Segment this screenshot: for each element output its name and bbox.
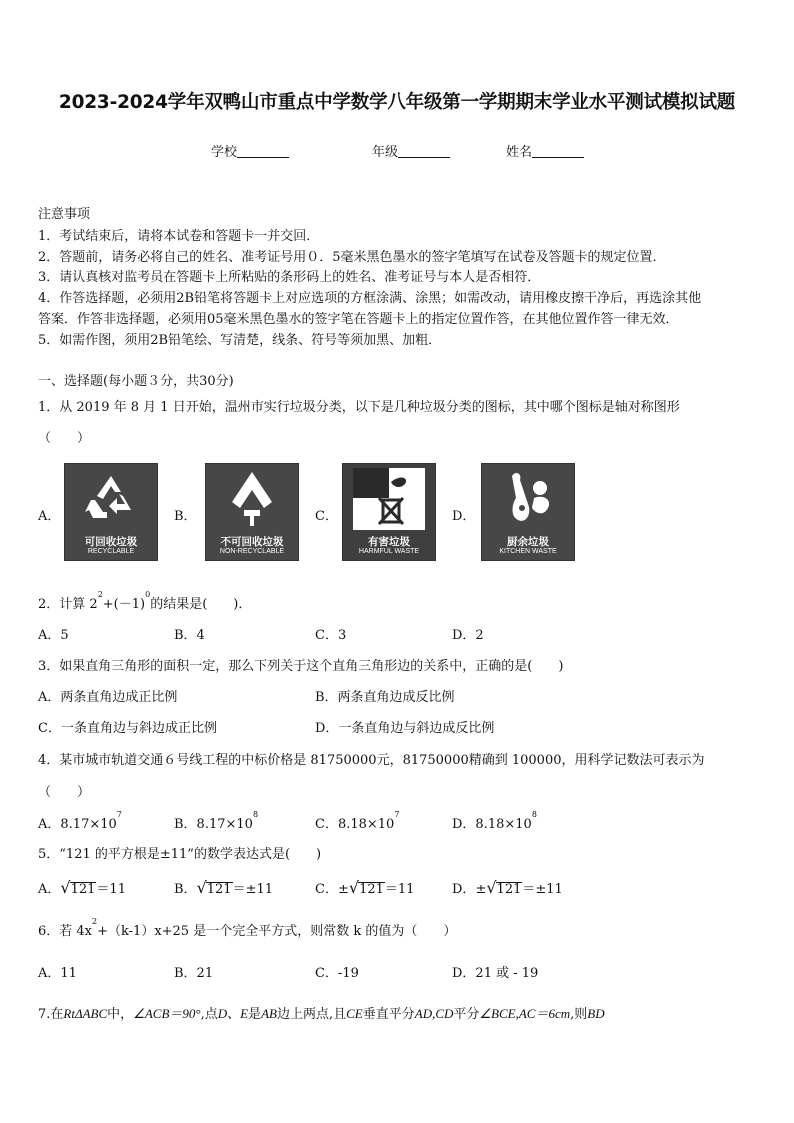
- q2-option-d[interactable]: D．2: [452, 628, 484, 643]
- q7-text: 边上两点,且: [276, 1007, 347, 1022]
- q2-option-a[interactable]: A．5: [38, 628, 69, 643]
- q1-option-b-en: NON-RECYCLABLE: [219, 548, 285, 555]
- q7-segment-ab: AB: [261, 1006, 277, 1021]
- question-4-paren: （ ）: [38, 785, 91, 800]
- non-recyclable-icon: [206, 464, 298, 534]
- q4-option-c-base: C．8.18×10: [315, 817, 395, 832]
- notes-heading: 注意事项: [38, 207, 91, 222]
- recycle-icon: [65, 464, 157, 534]
- q4-option-a-exponent: 7: [116, 810, 122, 819]
- q7-segment-ce: CE: [346, 1006, 363, 1021]
- q1-option-c-letter[interactable]: C．: [315, 509, 338, 524]
- sqrt-icon: √: [60, 878, 71, 897]
- q1-option-d-image[interactable]: [481, 463, 575, 561]
- name-blank[interactable]: [532, 145, 584, 158]
- section-heading: 一、选择题(每小题３分，共30分): [38, 374, 234, 389]
- q7-number: 7.在: [38, 1007, 64, 1022]
- q7-text: ,点: [200, 1007, 218, 1022]
- q5-option-c-rhs: ＝11: [384, 882, 415, 897]
- q5-option-c-letter: C．: [315, 882, 338, 897]
- grade-field[interactable]: [372, 141, 450, 160]
- q4-option-c[interactable]: [315, 810, 400, 832]
- q3-option-a[interactable]: A．两条直角边成正比例: [38, 690, 178, 705]
- q4-option-c-exponent: 7: [394, 810, 400, 819]
- q3-option-b[interactable]: B．两条直角边成反比例: [315, 690, 455, 705]
- school-field[interactable]: [211, 141, 289, 160]
- q2-mid: +(－1): [102, 597, 146, 612]
- q1-option-d-cn: 厨余垃圾: [507, 536, 549, 548]
- q5-option-a[interactable]: [38, 878, 126, 897]
- q1-option-b-image[interactable]: [205, 463, 299, 561]
- kitchen-waste-icon: [482, 464, 574, 534]
- q5-option-c-sign: ±: [337, 882, 349, 897]
- q2-exponent-2: 0: [145, 590, 151, 599]
- q4-option-d-exponent: 8: [531, 810, 537, 819]
- q2-post: 的结果是( )．: [150, 597, 252, 612]
- note-item: 1．考试结束后，请将本试卷和答题卡一并交回．: [38, 229, 320, 244]
- question-5-text: 5．“121 的平方根是±11”的数学表达式是( ): [38, 847, 322, 862]
- question-2-text: [38, 590, 252, 612]
- q5-option-d[interactable]: [452, 878, 563, 897]
- q2-option-c[interactable]: C．3: [315, 628, 347, 643]
- q4-option-b-base: B．8.17×10: [174, 817, 253, 832]
- question-3-text: 3．如果直角三角形的面积一定，那么下列关于这个直角三角形边的关系中，正确的是( ): [38, 659, 564, 674]
- q1-option-c-en: HARMFUL WASTE: [358, 548, 420, 555]
- q4-option-d-base: D．8.18×10: [452, 817, 532, 832]
- q7-text: 垂直平分: [362, 1007, 415, 1022]
- q1-option-b-letter[interactable]: B．: [174, 509, 197, 524]
- school-blank[interactable]: [237, 145, 289, 158]
- q5-option-d-rhs: ＝±11: [522, 882, 563, 897]
- q7-points: D、E: [217, 1006, 249, 1021]
- q3-option-d[interactable]: D．一条直角边与斜边成反比例: [315, 721, 495, 736]
- q4-option-a-base: A．8.17×10: [38, 817, 117, 832]
- q7-text: ,则: [570, 1007, 588, 1022]
- q7-text: 平分: [453, 1007, 480, 1022]
- q1-option-a-cn: 可回收垃圾: [84, 536, 138, 548]
- sqrt-icon: √: [196, 878, 207, 897]
- q2-exponent-1: 2: [97, 590, 103, 599]
- q1-option-d-letter[interactable]: D．: [452, 509, 476, 524]
- question-1-paren: （ ）: [38, 431, 91, 446]
- q1-option-b-cn: 不可回收垃圾: [220, 536, 284, 548]
- q5-option-d-sign: ±: [475, 882, 487, 897]
- q6-option-c[interactable]: C．-19: [315, 966, 359, 981]
- q4-option-b-exponent: 8: [252, 810, 259, 819]
- q5-option-a-radicand: 121: [70, 882, 96, 897]
- note-item: 5．如需作图，须用2B铅笔绘、写清楚，线条、符号等须加黑、加粗．: [38, 333, 442, 348]
- q5-option-b-letter: B．: [174, 882, 197, 897]
- q6-exponent: 2: [92, 917, 98, 926]
- q1-option-c-image[interactable]: [342, 463, 436, 561]
- q2-option-b[interactable]: B．4: [174, 628, 205, 643]
- q1-option-a-en: RECYCLABLE: [87, 548, 135, 555]
- q2-pre: 2．计算 2: [38, 597, 98, 612]
- q5-option-b-radicand: 121: [206, 882, 232, 897]
- question-6-text: [38, 917, 457, 939]
- q1-option-d-en: KITCHEN WASTE: [499, 548, 557, 555]
- q7-angle: ∠ACB＝90°: [133, 1006, 201, 1021]
- q5-option-b-rhs: ＝±11: [232, 882, 274, 897]
- question-7-text: [38, 1003, 605, 1022]
- grade-label: 年级: [372, 145, 399, 160]
- q5-option-a-rhs: ＝11: [96, 882, 126, 897]
- q1-option-a-letter[interactable]: A．: [38, 509, 61, 524]
- q4-option-b[interactable]: [174, 810, 259, 832]
- q5-option-c[interactable]: [315, 878, 414, 897]
- q6-option-b[interactable]: B．21: [174, 966, 214, 981]
- harmful-waste-icon: [343, 464, 435, 534]
- q4-option-d[interactable]: [452, 810, 537, 832]
- sqrt-icon: √: [348, 878, 360, 897]
- q7-segment-bd: BD: [587, 1006, 605, 1021]
- q1-option-c-cn: 有害垃圾: [368, 536, 410, 548]
- note-item: 4．作答选择题，必须用2B铅笔将答题卡上对应选项的方框涂满、涂黑；如需改动，请用橡皮擦干净后，再选涂其他: [38, 291, 702, 306]
- q5-option-a-letter: A．: [38, 882, 61, 897]
- q4-option-a[interactable]: [38, 810, 122, 832]
- q6-pre: 6．若 4x: [38, 924, 93, 939]
- question-1-text: 1．从 2019 年 8 月 1 日开始，温州市实行垃圾分类，以下是几种垃圾分类的图标，其中哪个图标是轴对称图形: [38, 400, 680, 415]
- q7-triangle: RtΔABC: [63, 1006, 108, 1021]
- name-label: 姓名: [506, 145, 533, 160]
- q7-angle-bce: ∠BCE,AC＝6cm: [479, 1006, 571, 1021]
- note-item: 3．请认真核对监考员在答题卡上所粘贴的条形码上的姓名、准考证号与本人是否相符．: [38, 270, 541, 285]
- q7-text: 中，: [107, 1007, 134, 1022]
- q3-option-c[interactable]: C．一条直角边与斜边成正比例: [38, 721, 217, 736]
- q5-option-b[interactable]: [174, 878, 273, 897]
- q1-option-a-image[interactable]: [64, 463, 158, 561]
- question-4-text: 4．某市城市轨道交通６号线工程的中标价格是 81750000元，81750000精确到 100000，用科学记数法可表示为: [38, 753, 705, 768]
- q7-text: 是: [248, 1007, 262, 1022]
- grade-blank[interactable]: [398, 145, 450, 158]
- sqrt-icon: √: [486, 878, 497, 897]
- note-item: 2．答题前，请务必将自己的姓名、准考证号用０．5毫米黑色墨水的签字笔填写在试卷及答题卡的规定位置．: [38, 250, 666, 265]
- q5-option-c-radicand: 121: [359, 882, 384, 897]
- q7-segments: AD,CD: [414, 1006, 454, 1021]
- q5-option-d-radicand: 121: [496, 882, 522, 897]
- q5-option-d-letter: D．: [452, 882, 476, 897]
- q6-option-a[interactable]: A．11: [38, 966, 77, 981]
- note-item: 答案．作答非选择题，必须用05毫米黑色墨水的签字笔在答题卡上的指定位置作答，在其他位置作答一律无效．: [38, 312, 679, 327]
- q6-option-d[interactable]: D．21 或 - 19: [452, 966, 539, 981]
- page-title: 2023-2024学年双鸭山市重点中学数学八年级第一学期期末学业水平测试模拟试题: [58, 92, 736, 113]
- q6-post: +（k-1）x+25 是一个完全平方式，则常数 k 的值为（ ）: [97, 924, 457, 939]
- name-field[interactable]: [506, 141, 584, 160]
- school-label: 学校: [211, 145, 238, 160]
